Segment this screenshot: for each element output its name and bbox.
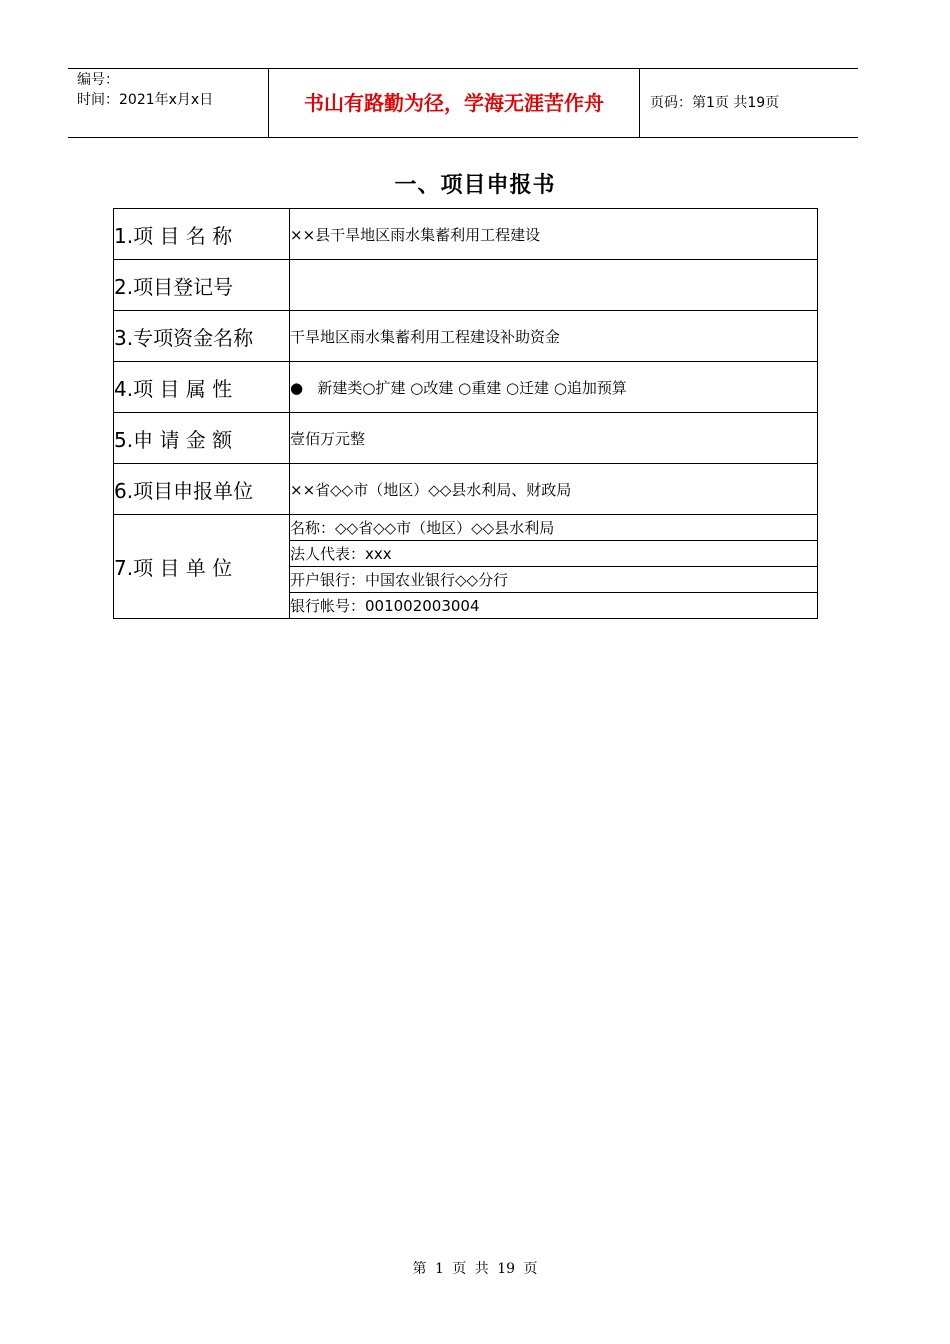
project-attribute-options: ● 新建类○扩建 ○改建 ○重建 ○迁建 ○追加预算 (290, 362, 818, 413)
page-header (68, 68, 858, 138)
form-row-registration-number (114, 260, 818, 311)
form-row-amount (114, 413, 818, 464)
document-time: 时间：2021年x月x日 (77, 92, 214, 108)
registration-number-label: 2.项目登记号 (114, 260, 290, 311)
account-value: 银行帐号：001002003004 (290, 593, 818, 619)
form-row-fund-name (114, 311, 818, 362)
form-row-project-name (114, 209, 818, 260)
applicant-value: ××省◇◇市（地区）◇◇县水利局、财政局 (290, 464, 818, 515)
form-row-applicant (114, 464, 818, 515)
bank-value: 开户银行：中国农业银行◇◇分行 (290, 567, 818, 593)
header-meta (68, 69, 268, 137)
amount-value: 壹佰万元整 (290, 413, 818, 464)
application-form-table (113, 208, 818, 619)
document-title: 一、项目申报书 (394, 173, 556, 198)
project-name-value: ××县干旱地区雨水集蓄利用工程建设 (290, 209, 818, 260)
project-unit-label: 7.项 目 单 位 (114, 515, 290, 619)
applicant-label: 6.项目申报单位 (114, 464, 290, 515)
registration-number-value (290, 260, 818, 311)
page-footer: 第 1 页 共 19 页 (412, 1261, 538, 1277)
document-number-label: 编号： (77, 72, 119, 88)
fund-name-label: 3.专项资金名称 (114, 311, 290, 362)
header-page-info: 页码：第1页 共19页 (650, 95, 780, 111)
fund-name-value: 干旱地区雨水集蓄利用工程建设补助资金 (290, 311, 818, 362)
legal-rep-value: 法人代表：xxx (290, 541, 818, 567)
form-row-project-attribute (114, 362, 818, 413)
project-name-label: 1.项 目 名 称 (114, 209, 290, 260)
project-attribute-label: 4.项 目 属 性 (114, 362, 290, 413)
amount-label: 5.申 请 金 额 (114, 413, 290, 464)
form-row-unit-name (114, 515, 818, 541)
unit-name-value: 名称：◇◇省◇◇市（地区）◇◇县水利局 (290, 515, 818, 541)
header-motto: 书山有路勤为径，学海无涯苦作舟 (268, 69, 640, 137)
